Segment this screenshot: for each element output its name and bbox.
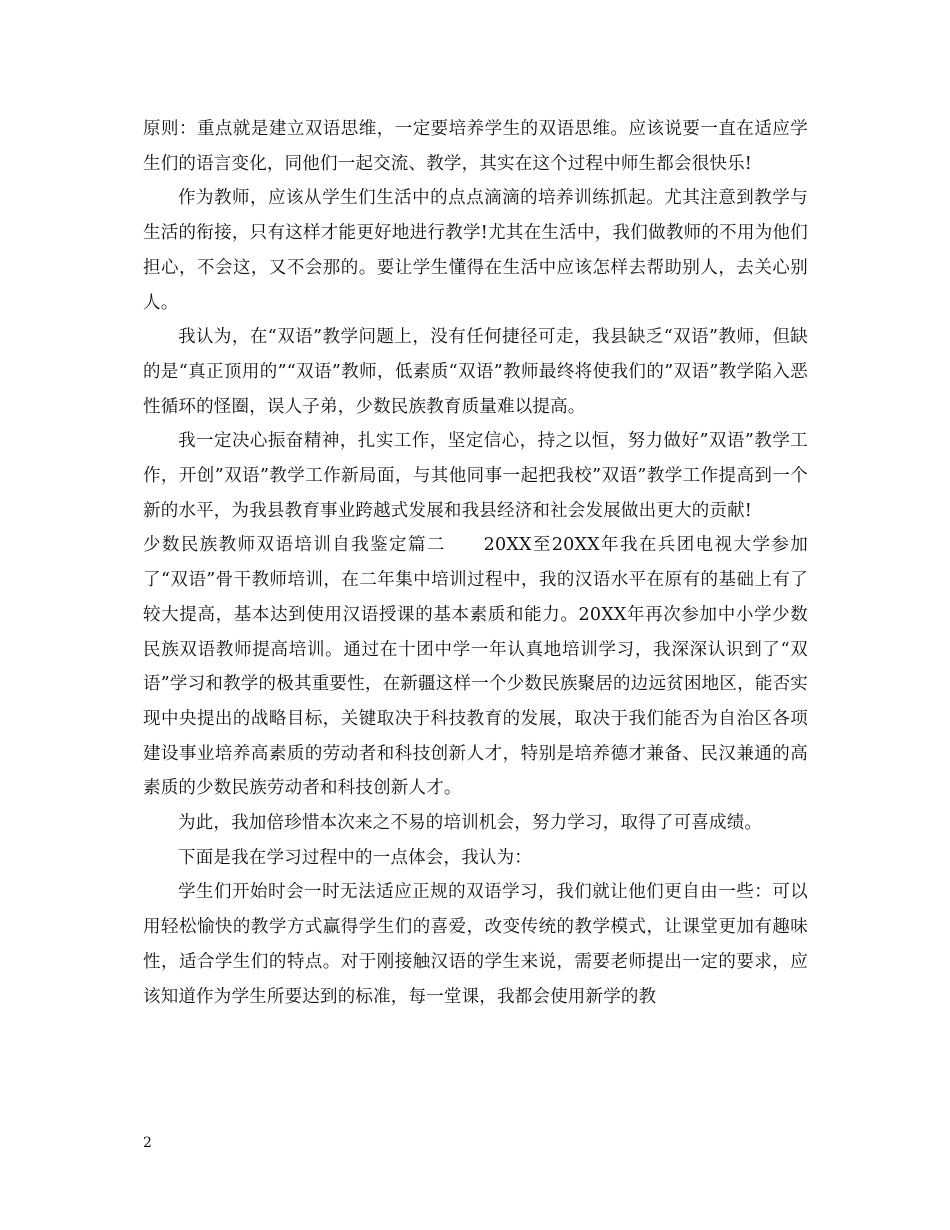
paragraph-teaching-method: 学生们开始时会一时无法适应正规的双语学习，我们就让他们更自由一些：可以用轻松愉快的教学方式赢得学生们的喜爱，改变传统的教学模式，让课堂更加有趣味性，适合学生们的特点。对于刚接触汉语的学生来说，需要老师提出一定的要求，应该知道作为学生所要达到的标准，每一堂课，我都会使用新学的教 xyxy=(143,882,808,1007)
paragraph-teacher-role: 作为教师，应该从学生们生活中的点点滴滴的培养训练抓起。尤其注意到教学与生活的衔接，只有这样才能更好地进行教学!尤其在生活中，我们做教师的不用为他们担心，不会这，又不会那的。要让学生懂得在生活中应该怎样去帮助别人，去关心别人。 xyxy=(143,188,808,313)
paragraph-bilingual-opinion: 我认为，在“双语”教学问题上，没有任何捷径可走，我县缺乏“双语”教师，但缺的是“真正顶用的”“双语”教师，低素质“双语”教师最终将使我们的”双语”教学陷入恶性循环的怪圈，误人子弟，少数民族教育质量难以提高。 xyxy=(143,327,808,417)
paragraph-cherish-opportunity: 为此，我加倍珍惜本次来之不易的培训机会，努力学习，取得了可喜成绩。 xyxy=(178,813,763,834)
page-number: 2 xyxy=(143,1135,152,1151)
paragraph-experience-intro: 下面是我在学习过程中的一点体会，我认为： xyxy=(178,847,532,868)
paragraph-section-two: 少数民族教师双语培训自我鉴定篇二 20XX至20XX年我在兵团电视大学参加了“双语”骨干教师培训，在二年集中培训过程中，我的汉语水平在原有的基础上有了较大提高，基本达到使用汉语授课的基本素质和能力。20XX年再次参加中小学少数民族双语教师提高培训。通过在十团中学一年认真地培训学习，我深深认识到了“双语”学习和教学的极其重要性，在新疆这样一个少数民族聚居的边远贫困地区，能否实现中央提出的战略目标，关键取决于科技教育的发展，取决于我们能否为自治区各项建设事业培养高素质的劳动者和科技创新人才，特别是培养德才兼备、民汉兼通的高素质的少数民族劳动者和科技创新人才。 xyxy=(143,535,808,799)
document-body xyxy=(143,112,808,1014)
paragraph-resolution: 我一定决心振奋精神，扎实工作，坚定信心，持之以恒，努力做好”双语”教学工作，开创”双语”教学工作新局面，与其他同事一起把我校”双语”教学工作提高到一个新的水平，为我县教育事业跨越式发展和我县经济和社会发展做出更大的贡献! xyxy=(143,431,808,521)
paragraph-principle: 原则：重点就是建立双语思维，一定要培养学生的双语思维。应该说要一直在适应学生们的语言变化，同他们一起交流、教学，其实在这个过程中师生都会很快乐! xyxy=(143,119,808,174)
